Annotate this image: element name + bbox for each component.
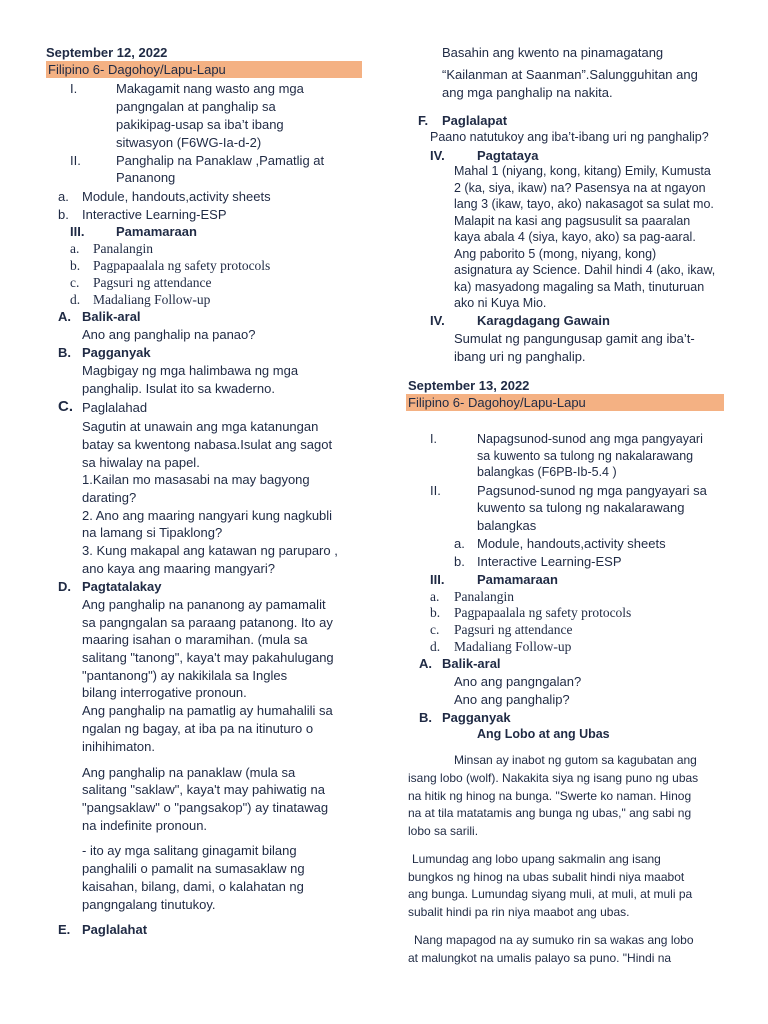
- objective-num: I.: [70, 81, 78, 96]
- section-heading: Karagdagang Gawain: [477, 313, 610, 328]
- section-heading: Balik-aral: [442, 656, 501, 671]
- material-item: Interactive Learning-ESP: [477, 554, 622, 569]
- objective-line: Pagsunod-sunod ng mga pangyayari sa: [477, 483, 707, 498]
- story-line: ang bunga. Lumundag siyang muli, at muli, at muli pa: [408, 887, 693, 901]
- text-line: 2 (ka, siya, ikaw) na? Pasensya na at ngayon: [454, 181, 706, 195]
- section-num: B.: [419, 710, 432, 725]
- section-heading: Balik-aral: [82, 309, 141, 324]
- step-num: b.: [70, 258, 81, 273]
- text-line: "pantanong") ay nakikilala sa Ingles: [82, 668, 288, 683]
- text-line: Mahal 1 (niyang, kong, kitang) Emily, Kumusta: [454, 164, 711, 178]
- objective-line: Napagsunod-sunod ang mga pangyayari: [477, 432, 703, 446]
- text-line: - ito ay mga salitang ginagamit bilang: [82, 843, 297, 858]
- class-band: Filipino 6- Dagohoy/Lapu-Lapu: [46, 61, 362, 78]
- step-item: Panalangin: [93, 241, 153, 256]
- text-line: panghalili o pamalit na sumasaklaw ng: [82, 861, 305, 876]
- material-item: Module, handouts,activity sheets: [82, 189, 271, 204]
- text-line: Sagutin at unawain ang mga katanungan: [82, 419, 319, 434]
- section-heading: Pagganyak: [82, 345, 151, 360]
- material-num: a.: [58, 189, 69, 204]
- date-heading: September 12, 2022: [46, 45, 168, 60]
- section-num: A.: [419, 656, 432, 671]
- text-line: bilang interrogative pronoun.: [82, 685, 247, 700]
- material-num: b.: [454, 554, 465, 569]
- section-num: B.: [58, 345, 71, 360]
- text-line: panghalip. Isulat ito sa kwaderno.: [82, 381, 275, 396]
- story-line: Nang mapagod na ay sumuko rin sa wakas ang lobo: [414, 933, 694, 947]
- text-line: Ang panghalip na pananong ay pamamalit: [82, 597, 326, 612]
- text-line: Ano ang panghalip?: [454, 692, 570, 707]
- step-item: Pagpapaalala ng safety protocols: [454, 605, 632, 620]
- text-line: kaya abala 4 (siya, kayo, ako) sa pag-aaral.: [454, 230, 696, 244]
- text-line: “Kailanman at Saanman”.Salungguhitan ang: [442, 67, 698, 82]
- section-num: D.: [58, 579, 71, 594]
- section-heading: Pamamaraan: [477, 572, 558, 587]
- text-line: sa pangngalan sa paraang patanong. Ito ay: [82, 615, 333, 630]
- section-heading: Pagtatalakay: [82, 579, 162, 594]
- material-item: Interactive Learning-ESP: [82, 207, 227, 222]
- text-line: "pangsaklaw" o "pangsakop") ay tinatawag: [82, 800, 329, 815]
- objective-line: balangkas (F6PB-Ib-5.4 ): [477, 465, 617, 479]
- class-band: Filipino 6- Dagohoy/Lapu-Lapu: [406, 394, 724, 411]
- text-line: 1.Kailan mo masasabi na may bagyong: [82, 472, 310, 487]
- section-heading: Paglalahat: [82, 922, 148, 937]
- story-line: bungkos ng hinog na ubas subalit hindi niya maabot: [408, 870, 685, 884]
- date-heading: September 13, 2022: [408, 378, 530, 393]
- story-line: isang lobo (wolf). Nakakita siya ng isang puno ng ubas: [408, 771, 699, 785]
- text-line: salitang "saklaw", kaya't may pahiwatig na: [82, 782, 325, 797]
- text-line: ngalan ng bagay, at iba pa na itinuturo o: [82, 721, 314, 736]
- text-line: ibang uri ng panghalip.: [454, 349, 586, 364]
- objective-line: Panghalip na Panaklaw ,Pamatlig at: [116, 153, 325, 168]
- section-num: F.: [418, 113, 429, 128]
- text-line: maaring isahan o maramihan. (mula sa: [82, 632, 308, 647]
- section-heading: Pagtataya: [477, 148, 539, 163]
- objective-line: sitwasyon (F6WG-Ia-d-2): [116, 135, 262, 150]
- objective-line: sa kuwento sa tulong ng nakalarawang: [477, 449, 694, 463]
- step-item: Panalangin: [454, 589, 514, 604]
- step-item: Pagsuri ng attendance: [454, 622, 573, 637]
- text-line: Ano ang pangngalan?: [454, 674, 582, 689]
- step-num: a.: [70, 241, 80, 256]
- story-line: Minsan ay inabot ng gutom sa kagubatan ang: [454, 753, 697, 767]
- story-line: na hitik ng hinog na bunga. "Swerte ko naman. Hinog: [408, 789, 692, 803]
- story-line: lobo sa sarili.: [408, 824, 479, 838]
- text-line: kaisahan, bilang, dami, o kalahatan ng: [82, 879, 304, 894]
- objective-line: kuwento sa tulong ng nakalarawang: [477, 500, 685, 515]
- text-line: inihihimaton.: [82, 739, 155, 754]
- text-line: Ang paborito 5 (mong, niyang, kong): [454, 247, 657, 261]
- text-line: sa hiwalay na papel.: [82, 455, 200, 470]
- story-line: at malungkot na umalis palayo sa puno. "Hindi na: [408, 951, 672, 965]
- text-line: 2. Ano ang maaring nangyari kung nagkubli: [82, 508, 333, 523]
- step-num: c.: [430, 622, 440, 637]
- section-num: IV.: [430, 313, 445, 328]
- story-title: Ang Lobo at ang Ubas: [477, 727, 610, 741]
- material-num: b.: [58, 207, 69, 222]
- step-item: Pagpapaalala ng safety protocols: [93, 258, 271, 273]
- objective-line: pangngalan at panghalip sa: [116, 99, 276, 114]
- step-item: Pagsuri ng attendance: [93, 275, 212, 290]
- text-line: ano kaya ang maaring mangyari?: [82, 561, 275, 576]
- text-line: Malapit na kasi ang pagsusulit sa paaralan: [454, 214, 691, 228]
- text-line: Ang panghalip na panaklaw (mula sa: [82, 765, 296, 780]
- objective-line: Makagamit nang wasto ang mga: [116, 81, 304, 96]
- step-num: d.: [70, 292, 81, 307]
- step-num: a.: [430, 589, 440, 604]
- objective-line: pakikipag-usap sa iba’t ibang: [116, 117, 284, 132]
- story-line: subalit hindi pa rin niya maabot ang ubas.: [408, 905, 630, 919]
- text-line: na lamang si Tipaklong?: [82, 525, 223, 540]
- text-line: asignatura ay Science. Dahil hindi 4 (ako, ikaw,: [454, 263, 716, 277]
- section-heading: Pagganyak: [442, 710, 511, 725]
- text-line: ang mga panghalip na nakita.: [442, 85, 613, 100]
- objective-line: Pananong: [116, 170, 176, 185]
- text-line: Ang panghalip na pamatlig ay humahalili sa: [82, 703, 333, 718]
- text-line: Ano ang panghalip na panao?: [82, 327, 256, 342]
- section-num: III.: [70, 224, 85, 239]
- text-line: na indefinite pronoun.: [82, 818, 208, 833]
- text-line: ako ni Kuya Mio.: [454, 296, 547, 310]
- text-line: Basahin ang kwento na pinamagatang: [442, 45, 664, 60]
- section-heading: Paglalahad: [82, 400, 148, 415]
- material-item: Module, handouts,activity sheets: [477, 536, 666, 551]
- text-line: ka) masyadong magaling sa Math, tinuturuan: [454, 280, 705, 294]
- objective-num: II.: [70, 153, 81, 168]
- step-num: c.: [70, 275, 80, 290]
- step-item: Madaliang Follow-up: [93, 292, 211, 307]
- section-num: IV.: [430, 148, 445, 163]
- text-line: batay sa kwentong nabasa.Isulat ang sagot: [82, 437, 333, 452]
- text-line: lang 3 (ikaw, tayo, ako) nakasagot sa sulat mo.: [454, 197, 714, 211]
- story-line: na at tila matatamis ang bunga ng ubas," ang sabi ng: [408, 806, 692, 820]
- step-num: d.: [430, 639, 441, 654]
- text-line: Sumulat ng pangungusap gamit ang iba’t-: [454, 331, 695, 346]
- text-line: salitang "tanong", kaya't may pakahulugang: [82, 650, 334, 665]
- material-num: a.: [454, 536, 465, 551]
- text-line: pangngalang tinutukoy.: [82, 897, 216, 912]
- text-line: Paano natutukoy ang iba’t-ibang uri ng panghalip?: [430, 130, 709, 144]
- section-heading: Pamamaraan: [116, 224, 197, 239]
- section-heading: Paglalapat: [442, 113, 508, 128]
- section-num: III.: [430, 572, 445, 587]
- story-line: Lumundag ang lobo upang sakmalin ang isang: [412, 852, 661, 866]
- objective-num: II.: [430, 483, 441, 498]
- section-num: E.: [58, 922, 71, 937]
- objective-line: balangkas: [477, 518, 537, 533]
- text-line: darating?: [82, 490, 137, 505]
- step-num: b.: [430, 605, 441, 620]
- text-line: Magbigay ng mga halimbawa ng mga: [82, 363, 299, 378]
- step-item: Madaliang Follow-up: [454, 639, 572, 654]
- objective-num: I.: [430, 432, 437, 446]
- text-line: 3. Kung makapal ang katawan ng paruparo ,: [82, 543, 338, 558]
- section-num: C.: [58, 398, 73, 415]
- section-num: A.: [58, 309, 71, 324]
